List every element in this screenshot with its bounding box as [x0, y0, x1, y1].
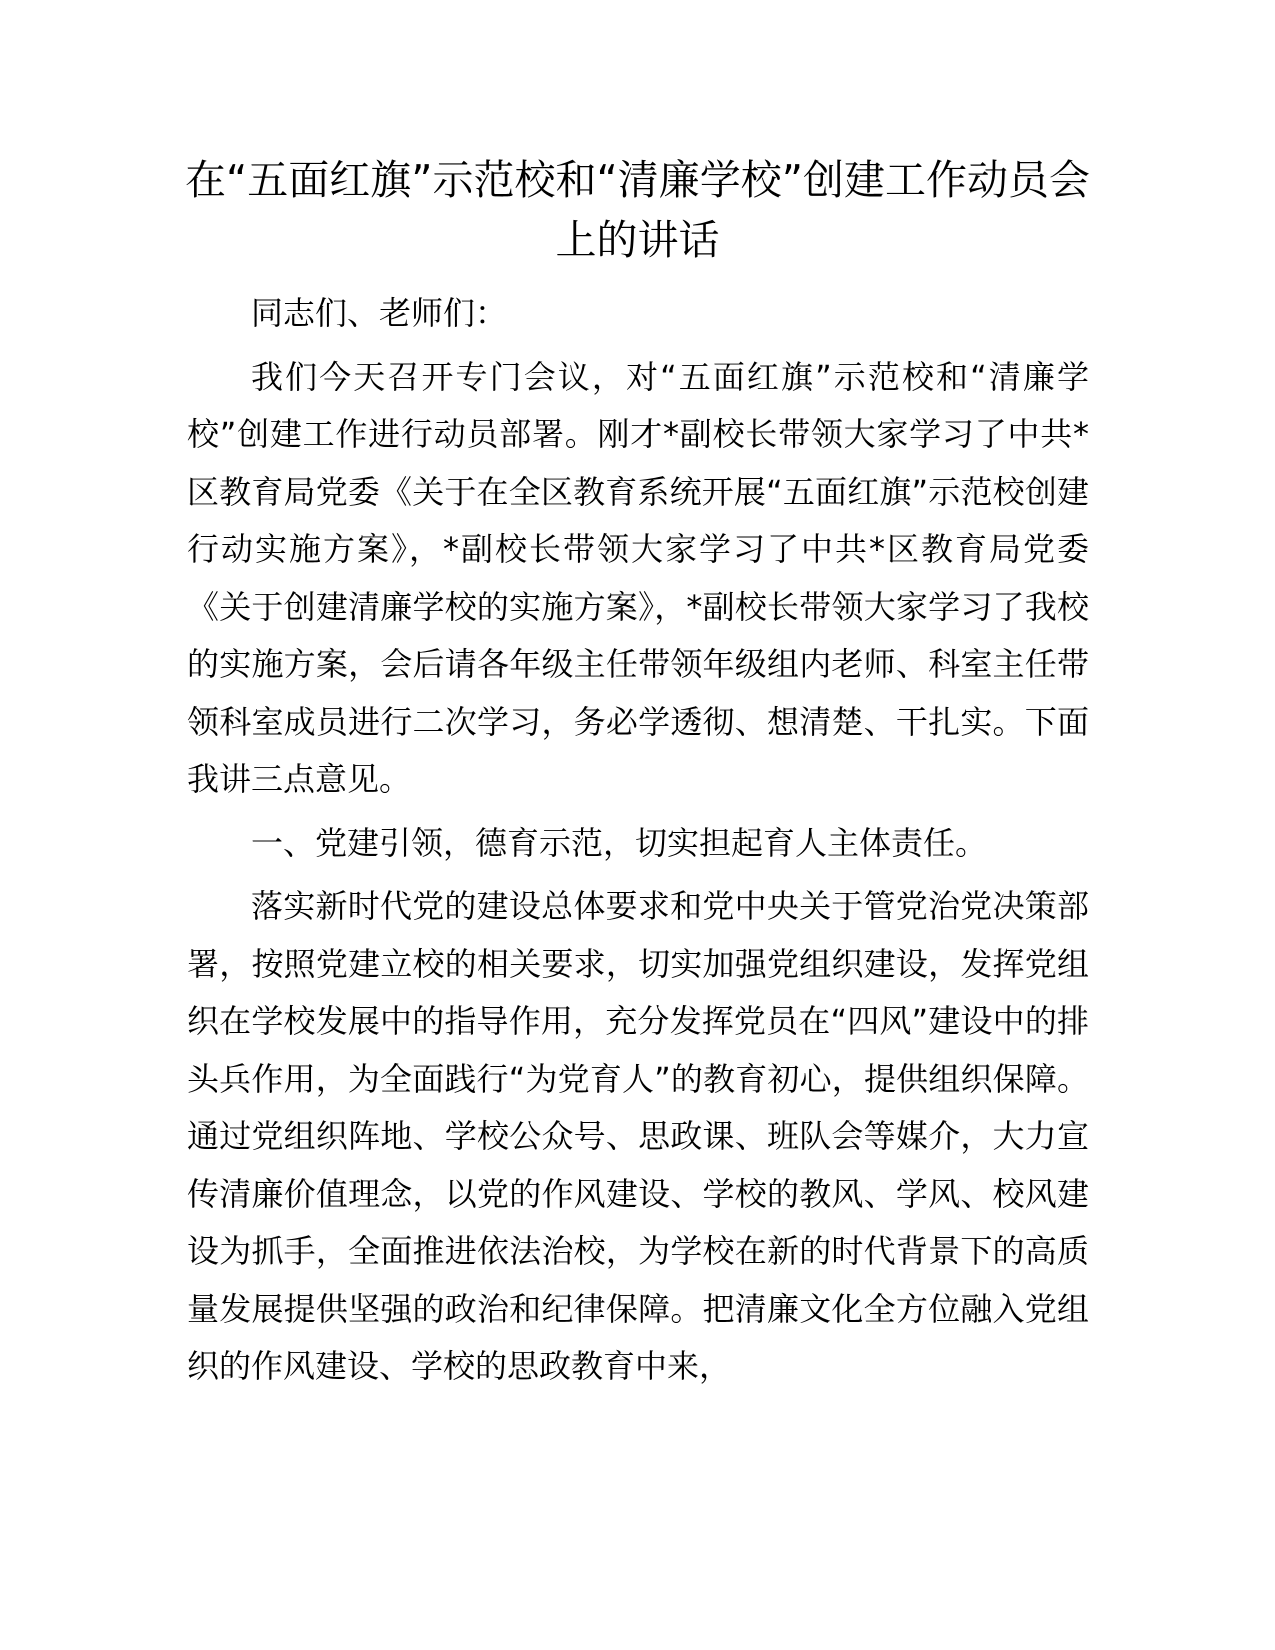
document-body	[187, 285, 1089, 1402]
section-heading-1: 一、党建引领，德育示范，切实担起育人主体责任。	[251, 823, 988, 862]
paragraph-section-1: 落实新时代党的建设总体要求和党中央关于管党治党决策部署，按照党建立校的相关要求，切实加强党组织建设，发挥党组织在学校发展中的指导作用，充分发挥党员在“四风”建设中的排头兵作用，为全面践行“为党育人”的教育初心，提供组织保障。通过党组织阵地、学校公众号、思政课、班队会等媒介，大力宣传清廉价值理念，以党的作风建设、学校的教风、学风、校风建设为抓手，全面推进依法治校，为学校在新的时代背景下的高质量发展提供坚强的政治和纪律保障。把清廉文化全方位融入党组织的作风建设、学校的思政教育中来，	[187, 887, 1089, 1385]
document-title: 在“五面红旗”示范校和“清廉学校”创建工作动员会上的讲话	[185, 156, 1090, 264]
paragraph-intro: 我们今天召开专门会议，对“五面红旗”示范校和“清廉学校”创建工作进行动员部署。刚才*副校长带领大家学习了中共*区教育局党委《关于在全区教育系统开展“五面红旗”示范校创建行动实施方案》，*副校长带领大家学习了中共*区教育局党委《关于创建清廉学校的实施方案》，*副校长带领大家学习了我校的实施方案，会后请各年级主任带领年级组内老师、科室主任带领科室成员进行二次学习，务必学透彻、想清楚、干扎实。下面我讲三点意见。	[187, 357, 1089, 798]
salutation: 同志们、老师们：	[251, 294, 508, 332]
